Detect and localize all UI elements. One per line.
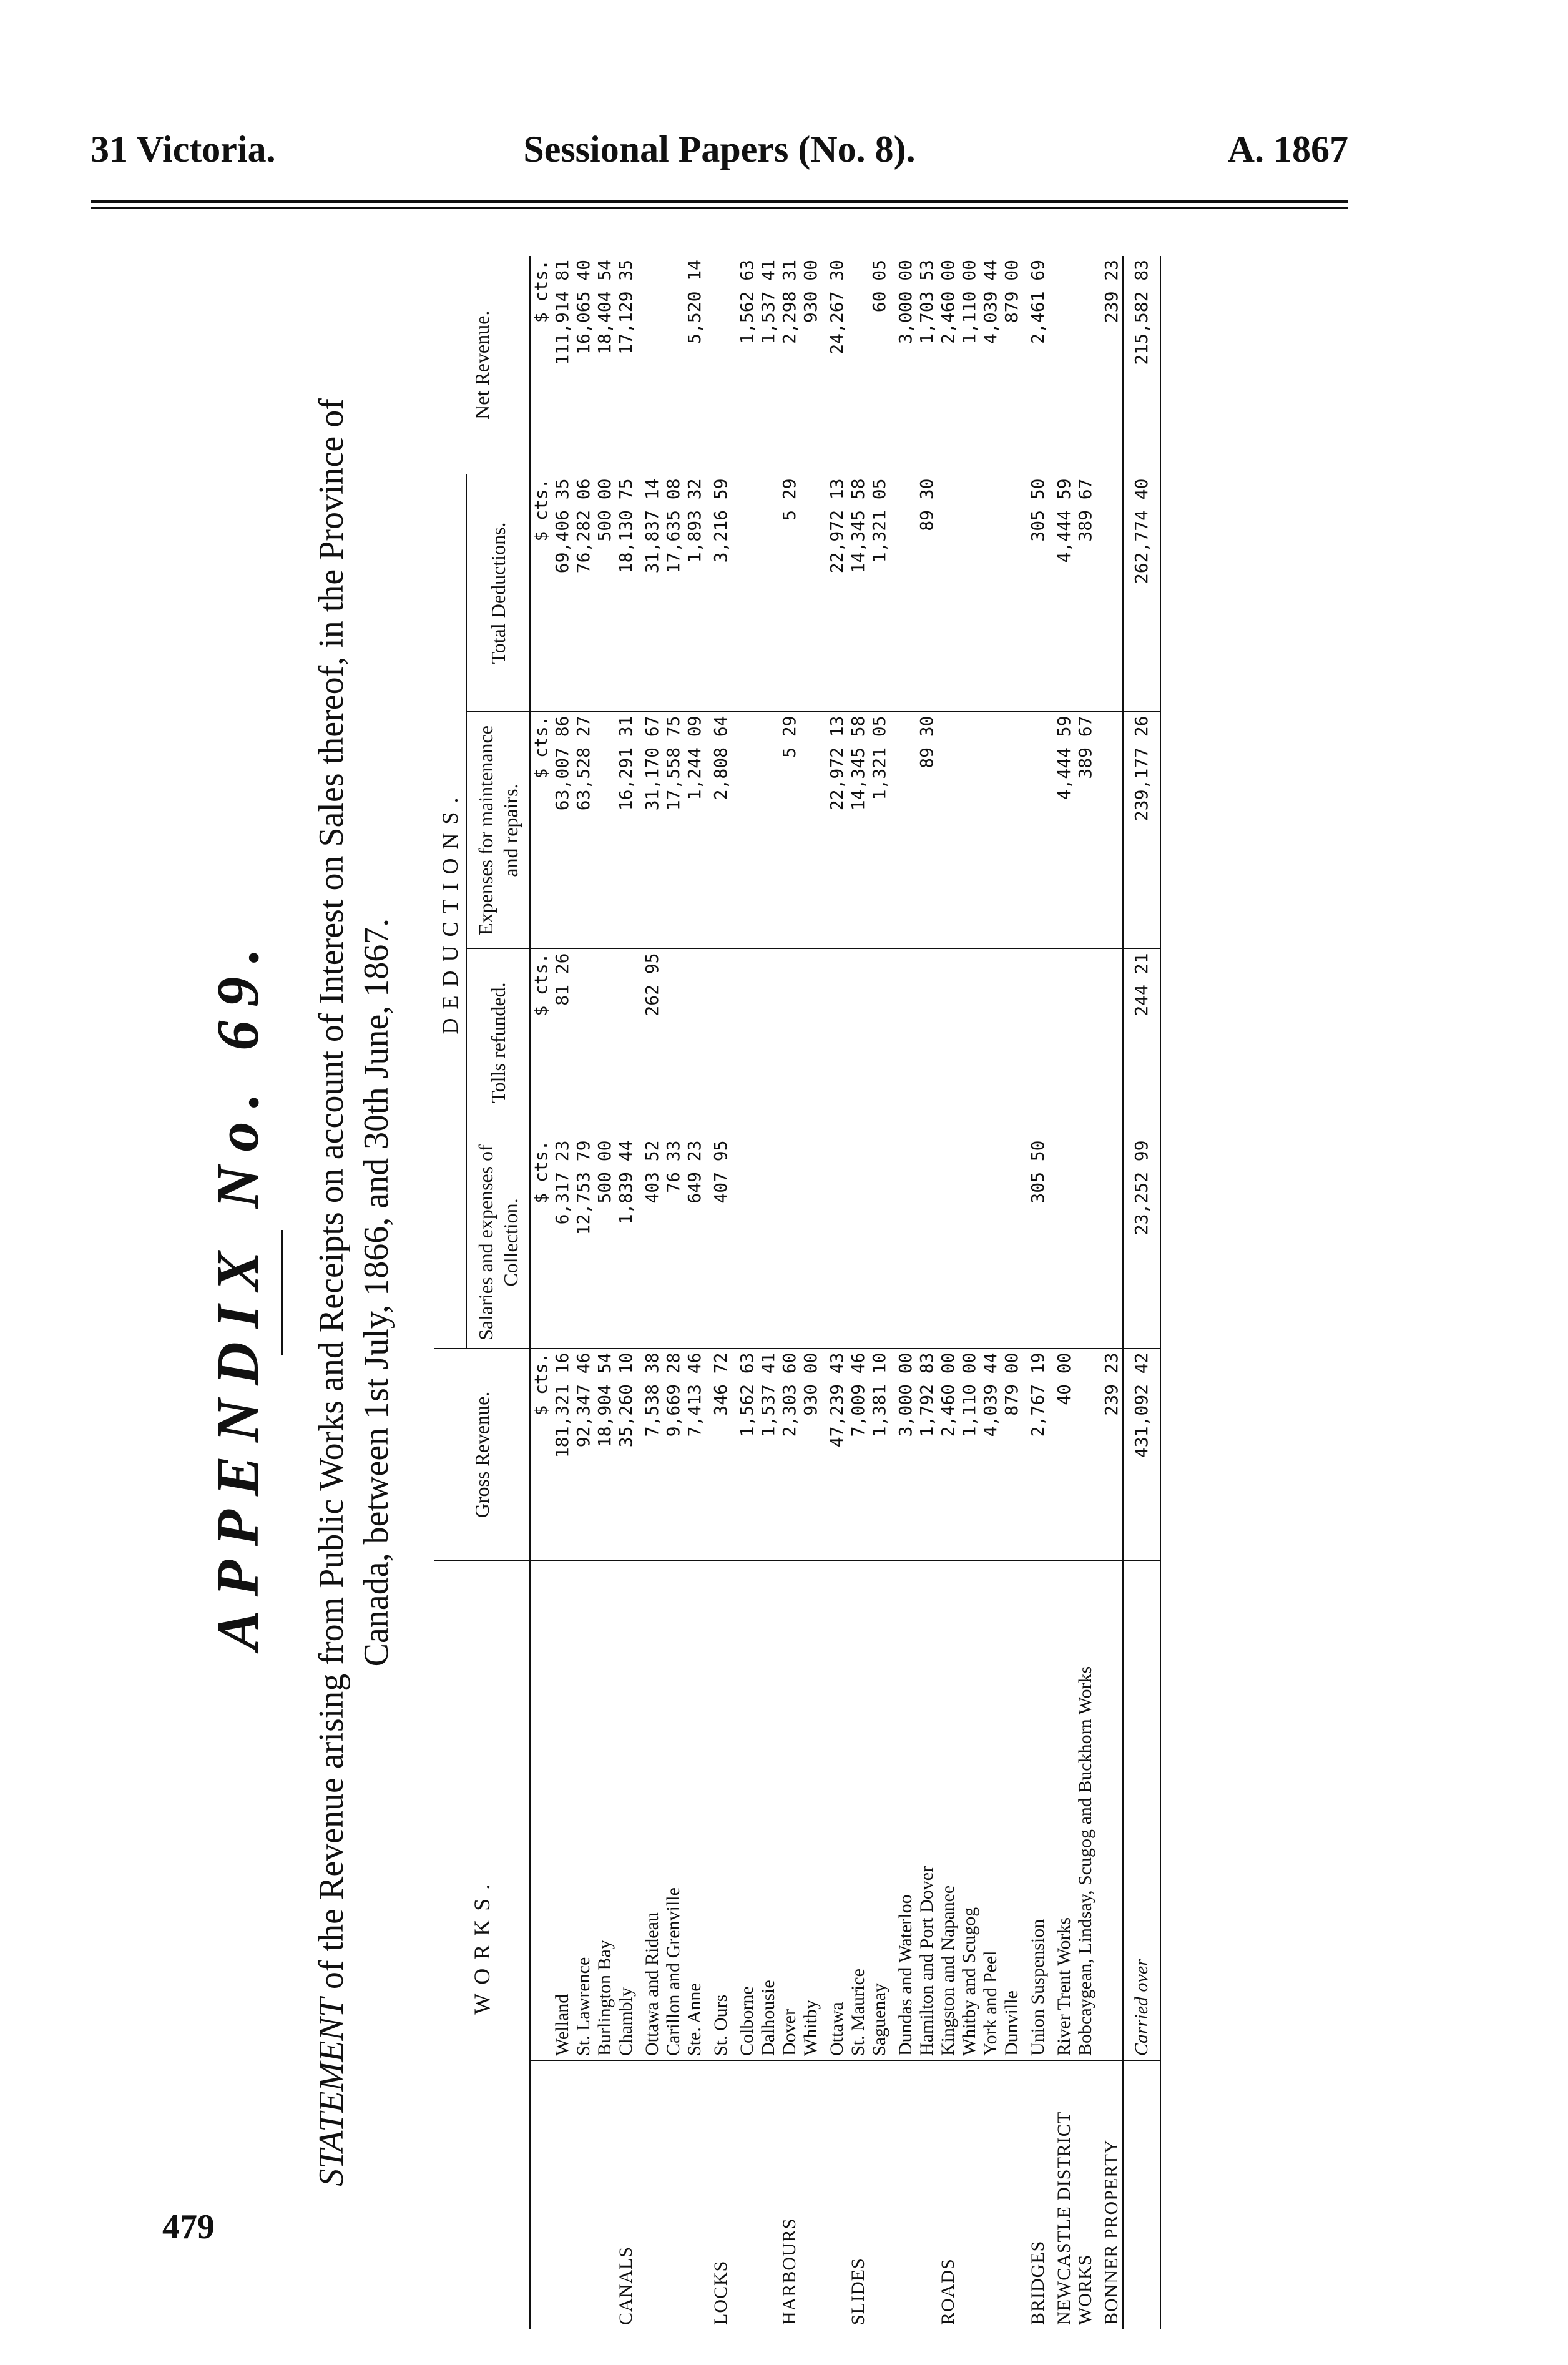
value-cell-gross xyxy=(1075,1349,1096,1561)
value-cell-gross: 1,537 41 xyxy=(758,1349,779,1561)
category-cell xyxy=(980,2060,1001,2329)
table-row xyxy=(663,256,684,2329)
value-cell-tolls xyxy=(848,949,869,1136)
value-cell-net: 879 00 xyxy=(1001,256,1022,474)
work-name-cell: Bobcaygean, Lindsay, Scugog and Buckhorn Works xyxy=(1075,1561,1096,2060)
value-cell-net: 3,000 00 xyxy=(890,256,916,474)
category-cell xyxy=(1001,2060,1022,2329)
value-cell-total xyxy=(1001,474,1022,712)
table-row xyxy=(890,256,916,2329)
value-cell-net: 18,404 54 xyxy=(594,256,615,474)
table-row xyxy=(684,256,705,2329)
value-cell-total xyxy=(1096,474,1123,712)
value-cell-total xyxy=(938,474,959,712)
appendix-title: APPENDIX No. 69. xyxy=(204,934,271,1651)
value-cell-total: 1,321 05 xyxy=(869,474,890,712)
value-cell-net: 16,065 40 xyxy=(573,256,594,474)
table-row xyxy=(959,256,980,2329)
value-cell-net: 239 23 xyxy=(1096,256,1123,474)
total-header: Total Deductions. xyxy=(467,474,531,712)
value-cell-maint xyxy=(758,712,779,949)
value-cell-gross: 7,538 38 xyxy=(637,1349,663,1561)
work-name-cell: Colborne xyxy=(732,1561,758,2060)
value-cell-net: 60 05 xyxy=(869,256,890,474)
value-cell-maint: 17,558 75 xyxy=(663,712,684,949)
value-cell-gross: 1,381 10 xyxy=(869,1349,890,1561)
value-cell-gross: 40 00 xyxy=(1049,1349,1075,1561)
statement-caption xyxy=(309,268,399,2316)
category-cell xyxy=(959,2060,980,2329)
value-cell-tolls xyxy=(663,949,684,1136)
value-cell-maint xyxy=(1096,712,1123,949)
value-cell-tolls xyxy=(573,949,594,1136)
header-rule-thin xyxy=(91,207,1348,209)
total-maintenance: 239,177 26 xyxy=(1123,712,1160,949)
table-row xyxy=(1049,256,1075,2329)
value-cell-sal xyxy=(959,1136,980,1349)
value-cell-net: 1,562 63 xyxy=(732,256,758,474)
value-cell-tolls xyxy=(758,949,779,1136)
value-cell-total: 4,444 59 xyxy=(1049,474,1075,712)
value-cell-total: 18,130 75 xyxy=(615,474,637,712)
value-cell-maint: 2,808 64 xyxy=(705,712,732,949)
work-name-cell: Chambly xyxy=(615,1561,637,2060)
value-cell-tolls xyxy=(916,949,938,1136)
tolls-header: Tolls refunded. xyxy=(467,949,531,1136)
units-gross: $ cts. xyxy=(530,1349,552,1561)
value-cell-sal xyxy=(1096,1136,1123,1349)
work-name-cell: Whitby xyxy=(800,1561,821,2060)
category-cell xyxy=(869,2060,890,2329)
value-cell-maint: 16,291 31 xyxy=(615,712,637,949)
work-name-cell: Welland xyxy=(552,1561,573,2060)
table-row xyxy=(1001,256,1022,2329)
table-row xyxy=(573,256,594,2329)
value-cell-tolls xyxy=(1001,949,1022,1136)
work-name-cell: Kingston and Napanee xyxy=(938,1561,959,2060)
carried-over-row xyxy=(1123,256,1160,2329)
table-row xyxy=(552,256,573,2329)
category-cell: WORKS xyxy=(1075,2254,1095,2325)
table-row xyxy=(594,256,615,2329)
value-cell-tolls xyxy=(594,949,615,1136)
value-cell-gross: 2,767 19 xyxy=(1022,1349,1049,1561)
value-cell-gross: 9,669 28 xyxy=(663,1349,684,1561)
value-cell-maint: 389 67 xyxy=(1075,712,1096,949)
value-cell-total xyxy=(758,474,779,712)
value-cell-gross: 7,413 46 xyxy=(684,1349,705,1561)
value-cell-total xyxy=(890,474,916,712)
running-header xyxy=(91,128,1348,184)
work-name-cell: River Trent Works xyxy=(1049,1561,1075,2060)
value-cell-total: 305 50 xyxy=(1022,474,1049,712)
value-cell-sal xyxy=(758,1136,779,1349)
gross-header: Gross Revenue. xyxy=(434,1349,530,1561)
value-cell-maint xyxy=(1022,712,1049,949)
statement-line1: of the Revenue arising from Public Works and Receipts on account of Interest on Sales thereof, in the Province of xyxy=(312,398,351,1999)
value-cell-gross: 181,321 16 xyxy=(552,1349,573,1561)
work-name-cell: Dalhousie xyxy=(758,1561,779,2060)
value-cell-net: 24,267 30 xyxy=(821,256,848,474)
value-cell-net: 1,110 00 xyxy=(959,256,980,474)
value-cell-maint: 1,321 05 xyxy=(869,712,890,949)
units-row xyxy=(530,256,552,2329)
category-cell xyxy=(732,2060,758,2329)
header-title: Sessional Papers (No. 8). xyxy=(523,129,916,170)
carried-over-label: Carried over xyxy=(1123,1561,1160,2060)
value-cell-net: 930 00 xyxy=(800,256,821,474)
value-cell-gross: 239 23 xyxy=(1096,1349,1123,1561)
value-cell-net: 2,460 00 xyxy=(938,256,959,474)
value-cell-sal xyxy=(779,1136,800,1349)
value-cell-total: 17,635 08 xyxy=(663,474,684,712)
table-row xyxy=(1022,256,1049,2329)
value-cell-tolls xyxy=(980,949,1001,1136)
value-cell-sal: 76 33 xyxy=(663,1136,684,1349)
work-name-cell: Dunville xyxy=(1001,1561,1022,2060)
units-total: $ cts. xyxy=(530,474,552,712)
value-cell-gross: 930 00 xyxy=(800,1349,821,1561)
category-cell: SLIDES xyxy=(848,2258,868,2325)
work-name-cell: St. Maurice xyxy=(848,1561,869,2060)
work-name-cell: Union Suspension xyxy=(1022,1561,1049,2060)
table-row xyxy=(1075,256,1096,2329)
totals-body xyxy=(1123,256,1160,2329)
table-row xyxy=(821,256,848,2329)
net-header: Net Revenue. xyxy=(434,256,530,474)
work-name-cell: Ottawa xyxy=(821,1561,848,2060)
table-row xyxy=(869,256,890,2329)
header-session: 31 Victoria. xyxy=(91,129,276,170)
value-cell-total: 389 67 xyxy=(1075,474,1096,712)
value-cell-maint xyxy=(959,712,980,949)
value-cell-sal xyxy=(848,1136,869,1349)
category-cell: CANALS xyxy=(615,2246,636,2325)
value-cell-total: 22,972 13 xyxy=(821,474,848,712)
value-cell-tolls xyxy=(1049,949,1075,1136)
value-cell-net xyxy=(705,256,732,474)
value-cell-tolls: 81 26 xyxy=(552,949,573,1136)
category-cell: HARBOURS xyxy=(779,2218,800,2325)
value-cell-sal xyxy=(821,1136,848,1349)
work-name-cell: York and Peel xyxy=(980,1561,1001,2060)
value-cell-maint: 14,345 58 xyxy=(848,712,869,949)
work-name-cell: Ottawa and Rideau xyxy=(637,1561,663,2060)
value-cell-net xyxy=(637,256,663,474)
category-cell xyxy=(916,2060,938,2329)
statement-first-word: STATEMENT xyxy=(312,1998,351,2186)
value-cell-sal: 500 00 xyxy=(594,1136,615,1349)
value-cell-sal xyxy=(800,1136,821,1349)
value-cell-gross: 47,239 43 xyxy=(821,1349,848,1561)
value-cell-total: 500 00 xyxy=(594,474,615,712)
value-cell-sal xyxy=(1075,1136,1096,1349)
appendix-rule xyxy=(281,1230,283,1355)
category-cell xyxy=(637,2060,663,2329)
value-cell-net: 17,129 35 xyxy=(615,256,637,474)
work-name-cell: St. Lawrence xyxy=(573,1561,594,2060)
rotated-statement xyxy=(187,231,1323,2354)
category-cell xyxy=(594,2060,615,2329)
value-cell-tolls xyxy=(890,949,916,1136)
work-name-cell: Dover xyxy=(779,1561,800,2060)
category-cell xyxy=(663,2060,684,2329)
value-cell-sal: 305 50 xyxy=(1022,1136,1049,1349)
value-cell-total: 5 29 xyxy=(779,474,800,712)
works-header: WORKS. xyxy=(434,1561,530,2329)
value-cell-maint: 63,528 27 xyxy=(573,712,594,949)
value-cell-sal xyxy=(1001,1136,1022,1349)
value-cell-net: 1,703 53 xyxy=(916,256,938,474)
value-cell-tolls xyxy=(938,949,959,1136)
statement-line2: Canada, between 1st July, 1866, and 30th June, 1867. xyxy=(357,918,396,1667)
total-net: 215,582 83 xyxy=(1123,256,1160,474)
work-name-cell: Saguenay xyxy=(869,1561,890,2060)
value-cell-maint: 1,244 09 xyxy=(684,712,705,949)
units-tolls: $ cts. xyxy=(530,949,552,1136)
value-cell-net: 5,520 14 xyxy=(684,256,705,474)
value-cell-sal xyxy=(938,1136,959,1349)
value-cell-sal xyxy=(980,1136,1001,1349)
table-row xyxy=(980,256,1001,2329)
value-cell-total: 76,282 06 xyxy=(573,474,594,712)
page-number: 479 xyxy=(162,2208,215,2246)
work-name-cell: Carillon and Grenville xyxy=(663,1561,684,2060)
value-cell-total: 1,893 32 xyxy=(684,474,705,712)
value-cell-total: 31,837 14 xyxy=(637,474,663,712)
value-cell-gross: 92,347 46 xyxy=(573,1349,594,1561)
value-cell-maint: 89 30 xyxy=(916,712,938,949)
value-cell-total: 69,406 35 xyxy=(552,474,573,712)
category-cell xyxy=(800,2060,821,2329)
units-net: $ cts. xyxy=(530,256,552,474)
deductions-header: DEDUCTIONS. xyxy=(434,474,467,1349)
work-name-cell: St. Ours xyxy=(705,1561,732,2060)
maintenance-header: Expenses for maintenance and repairs. xyxy=(467,712,531,949)
value-cell-gross: 4,039 44 xyxy=(980,1349,1001,1561)
value-cell-gross: 3,000 00 xyxy=(890,1349,916,1561)
value-cell-tolls xyxy=(821,949,848,1136)
value-cell-gross: 2,303 60 xyxy=(779,1349,800,1561)
category-cell: BONNER PROPERTY xyxy=(1101,2139,1122,2325)
value-cell-tolls xyxy=(1075,949,1096,1136)
value-cell-total xyxy=(732,474,758,712)
revenue-table xyxy=(434,256,1161,2329)
value-cell-sal xyxy=(869,1136,890,1349)
table-row xyxy=(779,256,800,2329)
value-cell-maint: 31,170 67 xyxy=(637,712,663,949)
table-row xyxy=(938,256,959,2329)
value-cell-sal: 12,753 79 xyxy=(573,1136,594,1349)
value-cell-tolls xyxy=(1022,949,1049,1136)
value-cell-sal: 649 23 xyxy=(684,1136,705,1349)
value-cell-total: 14,345 58 xyxy=(848,474,869,712)
category-cell xyxy=(573,2060,594,2329)
value-cell-gross: 35,260 10 xyxy=(615,1349,637,1561)
total-deductions: 262,774 40 xyxy=(1123,474,1160,712)
table-row xyxy=(732,256,758,2329)
value-cell-sal: 407 95 xyxy=(705,1136,732,1349)
category-cell: NEWCASTLE DISTRICT xyxy=(1054,2111,1074,2325)
value-cell-sal xyxy=(732,1136,758,1349)
value-cell-tolls xyxy=(779,949,800,1136)
value-cell-maint xyxy=(1001,712,1022,949)
value-cell-sal xyxy=(916,1136,938,1349)
value-cell-net xyxy=(1075,256,1096,474)
value-cell-gross: 1,110 00 xyxy=(959,1349,980,1561)
table-row xyxy=(848,256,869,2329)
table-row xyxy=(758,256,779,2329)
table-body xyxy=(530,256,1123,2329)
value-cell-sal: 1,839 44 xyxy=(615,1136,637,1349)
value-cell-tolls xyxy=(705,949,732,1136)
value-cell-maint xyxy=(732,712,758,949)
work-name-cell: Burlington Bay xyxy=(594,1561,615,2060)
value-cell-maint: 22,972 13 xyxy=(821,712,848,949)
value-cell-total xyxy=(800,474,821,712)
value-cell-net xyxy=(848,256,869,474)
category-cell: LOCKS xyxy=(710,2260,731,2325)
value-cell-tolls xyxy=(684,949,705,1136)
value-cell-maint xyxy=(594,712,615,949)
value-cell-net xyxy=(1049,256,1075,474)
category-cell xyxy=(821,2060,848,2329)
value-cell-tolls xyxy=(732,949,758,1136)
value-cell-sal xyxy=(890,1136,916,1349)
value-cell-sal xyxy=(1049,1136,1075,1349)
value-cell-sal: 403 52 xyxy=(637,1136,663,1349)
value-cell-net xyxy=(663,256,684,474)
value-cell-maint xyxy=(980,712,1001,949)
category-cell xyxy=(552,2060,573,2329)
value-cell-net: 2,461 69 xyxy=(1022,256,1049,474)
table-row xyxy=(637,256,663,2329)
value-cell-maint xyxy=(800,712,821,949)
value-cell-maint: 63,007 86 xyxy=(552,712,573,949)
category-cell xyxy=(758,2060,779,2329)
work-name-cell: Dundas and Waterloo xyxy=(890,1561,916,2060)
value-cell-total: 89 30 xyxy=(916,474,938,712)
total-salaries: 23,252 99 xyxy=(1123,1136,1160,1349)
value-cell-sal: 6,317 23 xyxy=(552,1136,573,1349)
value-cell-gross: 2,460 00 xyxy=(938,1349,959,1561)
units-salaries: $ cts. xyxy=(530,1136,552,1349)
category-cell: BRIDGES xyxy=(1027,2240,1048,2325)
work-name-cell: Ste. Anne xyxy=(684,1561,705,2060)
value-cell-tolls: 262 95 xyxy=(637,949,663,1136)
value-cell-gross: 1,562 63 xyxy=(732,1349,758,1561)
value-cell-maint xyxy=(890,712,916,949)
value-cell-gross: 7,009 46 xyxy=(848,1349,869,1561)
category-cell: ROADS xyxy=(938,2258,958,2325)
value-cell-net: 2,298 31 xyxy=(779,256,800,474)
category-cell xyxy=(684,2060,705,2329)
total-tolls: 244 21 xyxy=(1123,949,1160,1136)
value-cell-net: 1,537 41 xyxy=(758,256,779,474)
value-cell-maint xyxy=(938,712,959,949)
work-name-cell xyxy=(1096,1561,1123,2060)
table-row xyxy=(1096,256,1123,2329)
value-cell-gross: 18,904 54 xyxy=(594,1349,615,1561)
category-cell xyxy=(890,2060,916,2329)
units-maintenance: $ cts. xyxy=(530,712,552,949)
header-rule-thick xyxy=(91,200,1348,203)
value-cell-gross: 879 00 xyxy=(1001,1349,1022,1561)
value-cell-tolls xyxy=(800,949,821,1136)
salaries-header: Salaries and expenses of Collection. xyxy=(467,1136,531,1349)
value-cell-total xyxy=(959,474,980,712)
header-year: A. 1867 xyxy=(1227,129,1348,170)
value-cell-gross: 1,792 83 xyxy=(916,1349,938,1561)
value-cell-tolls xyxy=(959,949,980,1136)
value-cell-tolls xyxy=(869,949,890,1136)
value-cell-maint: 5 29 xyxy=(779,712,800,949)
table-row xyxy=(916,256,938,2329)
table-row xyxy=(800,256,821,2329)
value-cell-tolls xyxy=(1096,949,1123,1136)
value-cell-total xyxy=(980,474,1001,712)
work-name-cell: Hamilton and Port Dover xyxy=(916,1561,938,2060)
value-cell-net: 111,914 81 xyxy=(552,256,573,474)
table-row xyxy=(615,256,637,2329)
work-name-cell: Whitby and Scugog xyxy=(959,1561,980,2060)
total-gross: 431,092 42 xyxy=(1123,1349,1160,1561)
table-row xyxy=(705,256,732,2329)
value-cell-total: 3,216 59 xyxy=(705,474,732,712)
value-cell-tolls xyxy=(615,949,637,1136)
value-cell-gross: 346 72 xyxy=(705,1349,732,1561)
value-cell-net: 4,039 44 xyxy=(980,256,1001,474)
value-cell-maint: 4,444 59 xyxy=(1049,712,1075,949)
